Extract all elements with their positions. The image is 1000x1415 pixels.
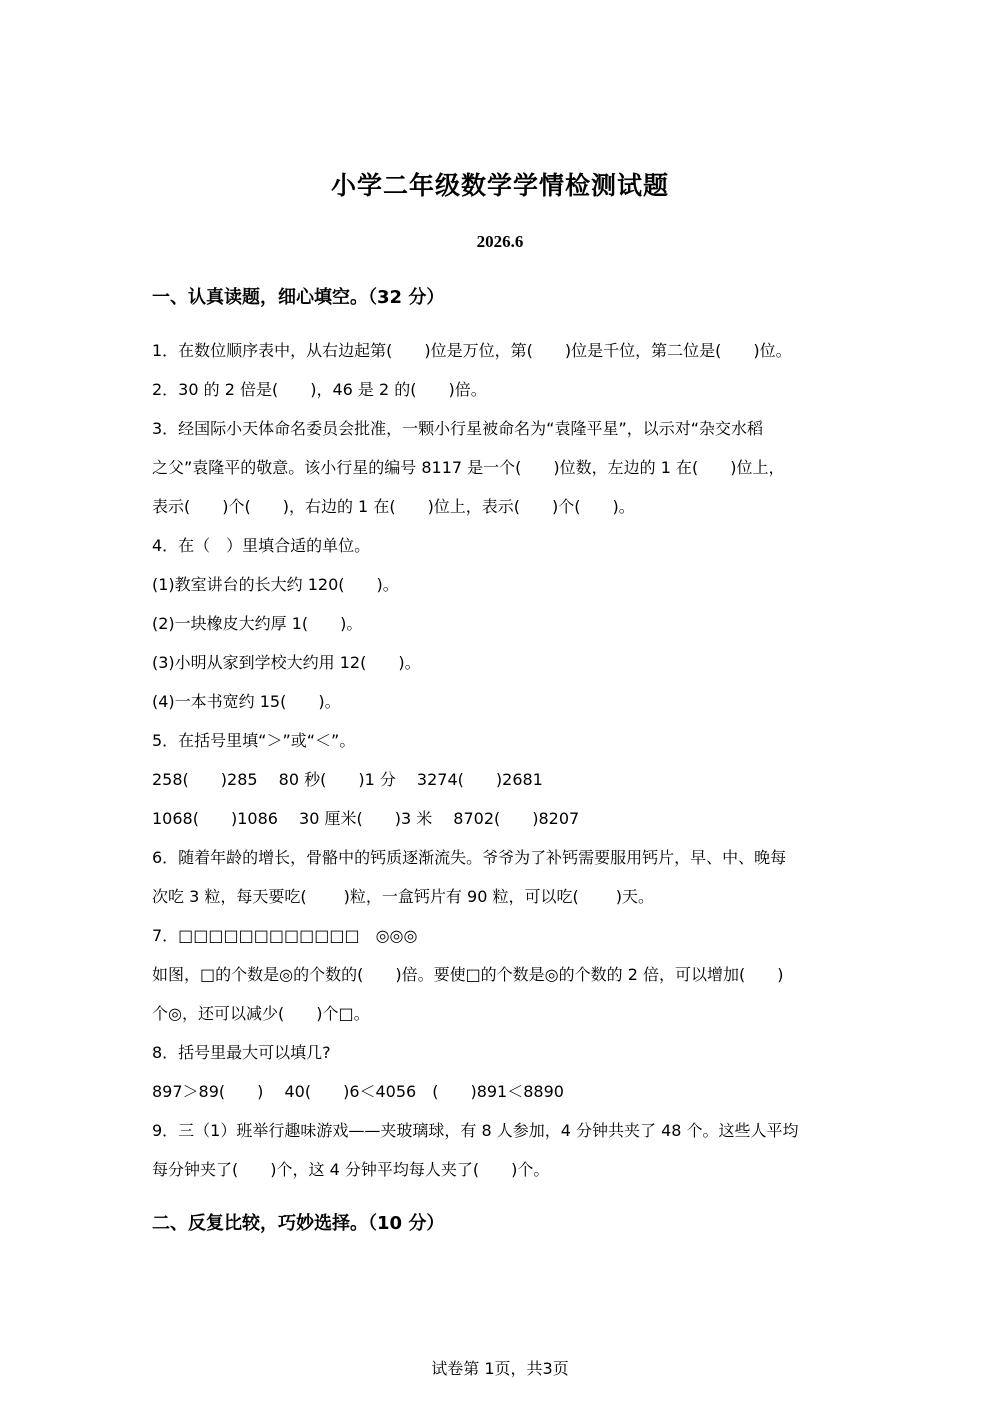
question-line: 7．□□□□□□□□□□□□ ◎◎◎ xyxy=(152,926,418,945)
question-line: (3)小明从家到学校大约用 12( )。 xyxy=(152,653,421,672)
page-footer: 试卷第 1页，共3页 xyxy=(431,1359,569,1378)
question-line: 之父”袁隆平的敬意。该小行星的编号 8117 是一个( )位数，左边的 1 在( )位上， xyxy=(152,458,785,477)
question-line: 3．经国际小天体命名委员会批准，一颗小行星被命名为“袁隆平星”，以示对“杂交水稻 xyxy=(152,419,764,438)
question-line: 表示( )个( )，右边的 1 在( )位上，表示( )个( )。 xyxy=(152,497,635,516)
question-line: (2)一块橡皮大约厚 1( )。 xyxy=(152,614,363,633)
question-line: 1068( )1086 30 厘米( )3 米 8702( )8207 xyxy=(152,809,580,828)
question-line: 6．随着年龄的增长，骨骼中的钙质逐渐流失。爷爷为了补钙需要服用钙片，早、中、晚每 xyxy=(152,848,787,867)
question-line: 897＞89( ) 40( )6＜4056 ( )891＜8890 xyxy=(152,1082,564,1101)
question-line: 次吃 3 粒，每天要吃( )粒，一盒钙片有 90 粒，可以吃( )天。 xyxy=(152,887,655,906)
question-line: 每分钟夹了( )个，这 4 分钟平均每人夹了( )个。 xyxy=(152,1160,550,1179)
section-1-heading: 一、认真读题，细心填空。（32 分） xyxy=(152,287,445,308)
section-2-heading: 二、反复比较，巧妙选择。（10 分） xyxy=(152,1213,445,1234)
question-line: 258( )285 80 秒( )1 分 3274( )2681 xyxy=(152,770,543,789)
question-line: (1)教室讲台的长大约 120( )。 xyxy=(152,575,399,594)
question-line: 8．括号里最大可以填几? xyxy=(152,1043,331,1062)
question-line: 9．三（1）班举行趣味游戏——夹玻璃球，有 8 人参加，4 分钟共夹了 48 个。这些人平均 xyxy=(152,1121,799,1140)
question-line: 2．30 的 2 倍是( )，46 是 2 的( )倍。 xyxy=(152,380,487,399)
question-line: 1．在数位顺序表中，从右边起第( )位是万位，第( )位是千位，第二位是( )位。 xyxy=(152,341,792,360)
question-line: 个◎，还可以减少( )个□。 xyxy=(152,1004,370,1023)
question-line: 4．在（ ）里填合适的单位。 xyxy=(152,536,371,555)
exam-date: 2026.6 xyxy=(476,232,524,251)
question-line: 5．在括号里填“＞”或“＜”。 xyxy=(152,731,356,750)
question-line: (4)一本书宽约 15( )。 xyxy=(152,692,341,711)
question-line: 如图，□的个数是◎的个数的( )倍。要使□的个数是◎的个数的 2 倍，可以增加( ) xyxy=(152,965,784,984)
page-title: 小学二年级数学学情检测试题 xyxy=(330,171,669,200)
